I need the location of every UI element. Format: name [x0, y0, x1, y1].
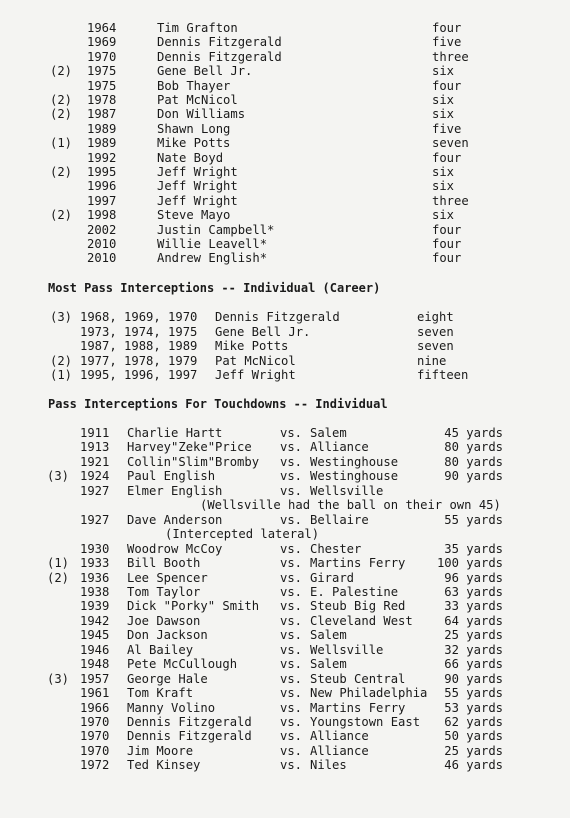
opponent: Bellaire [310, 512, 369, 527]
td-row [0, 571, 570, 586]
row-year: 1987 [87, 107, 117, 122]
opponent: Steub Central [310, 671, 406, 686]
row-year: 1927 [80, 512, 110, 527]
opponent: Westinghouse [310, 469, 399, 484]
vs-label: vs. [280, 657, 303, 672]
vs-label: vs. [280, 570, 303, 585]
row-year: 1921 [80, 454, 110, 469]
td-row [0, 744, 570, 759]
row-year: 1995 [87, 165, 117, 179]
season-row [0, 208, 570, 223]
return-yards: 90 yards [444, 671, 503, 686]
row-prefix: (2) [50, 107, 73, 122]
vs-label: vs. [280, 613, 303, 628]
opponent: Alliance [310, 729, 369, 744]
vs-label: vs. [280, 454, 303, 469]
interception-count: six [432, 107, 455, 122]
row-year: 1972 [80, 758, 110, 773]
season-row [0, 151, 570, 166]
career-section-header: Most Pass Interceptions -- Individual (Career) [48, 281, 381, 295]
player-name: Willie Leavell* [157, 237, 268, 251]
td-row [0, 758, 570, 773]
row-prefix: (1) [50, 368, 73, 382]
row-prefix: (2) [50, 353, 73, 368]
return-yards: 45 yards [444, 426, 503, 440]
season-row [0, 21, 570, 36]
season-row [0, 107, 570, 122]
vs-label: vs. [280, 599, 303, 614]
interception-count: six [432, 208, 455, 223]
interception-count: four [432, 251, 462, 266]
return-yards: 80 yards [444, 454, 503, 469]
vs-label: vs. [280, 556, 303, 571]
player-name: Jeff Wright [157, 193, 238, 208]
vs-label: vs. [280, 426, 303, 440]
player-name: Dennis Fitzgerald [127, 729, 252, 744]
return-yards: 96 yards [444, 570, 503, 585]
player-name: Ted Kinsey [127, 758, 201, 773]
row-year: 1970 [80, 743, 110, 758]
player-name: Nate Boyd [157, 150, 224, 165]
interception-count: nine [417, 353, 447, 368]
row-year: 2010 [87, 237, 117, 251]
vs-label: vs. [280, 686, 303, 701]
career-years: 1995, 1996, 1997 [80, 368, 198, 382]
season-row [0, 165, 570, 180]
row-prefix: (3) [47, 469, 70, 484]
vs-label: vs. [280, 469, 303, 484]
row-year: 1945 [80, 628, 110, 643]
career-years: 1977, 1978, 1979 [80, 353, 198, 368]
player-name: Justin Campbell* [157, 222, 275, 237]
vs-label: vs. [280, 642, 303, 657]
interception-count: eight [417, 310, 454, 324]
player-name: Elmer English [127, 483, 223, 498]
interception-count: five [432, 35, 462, 50]
return-yards: 32 yards [444, 642, 503, 657]
interception-count: four [432, 21, 462, 35]
season-row [0, 179, 570, 194]
season-row [0, 237, 570, 252]
player-name: Jeff Wright [157, 165, 238, 179]
td-row [0, 426, 570, 441]
return-yards: 63 yards [444, 584, 503, 599]
row-year: 1936 [80, 570, 110, 585]
player-name: Tim Grafton [157, 21, 238, 35]
row-year: 1998 [87, 208, 117, 223]
row-year: 1911 [80, 426, 110, 440]
row-year: 1939 [80, 599, 110, 614]
row-year: 1989 [87, 121, 117, 136]
row-year: 1969 [87, 35, 117, 50]
interception-count: seven [417, 339, 454, 353]
season-row [0, 50, 570, 65]
opponent: Cleveland West [310, 613, 413, 628]
player-name: Dennis Fitzgerald [127, 715, 252, 729]
career-row [0, 310, 570, 325]
career-years: 1973, 1974, 1975 [80, 324, 198, 339]
player-name: Collin"Slim"Bromby [127, 454, 260, 469]
interception-count: four [432, 237, 462, 251]
return-yards: 64 yards [444, 613, 503, 628]
player-name: Tom Kraft [127, 686, 194, 701]
interception-count: six [432, 93, 455, 107]
vs-label: vs. [280, 729, 303, 744]
player-name: Lee Spencer [127, 570, 208, 585]
season-row [0, 35, 570, 50]
td-row [0, 440, 570, 455]
row-prefix: (3) [47, 671, 70, 686]
return-yards: 25 yards [444, 743, 503, 758]
return-yards: 46 yards [444, 758, 503, 773]
row-year: 1924 [80, 469, 110, 484]
player-name: Jeff Wright [215, 368, 296, 382]
player-name: Bill Booth [127, 556, 201, 571]
player-name: Dennis Fitzgerald [215, 310, 340, 324]
td-row [0, 657, 570, 672]
interception-count: seven [417, 324, 454, 339]
opponent: Youngstown East [310, 715, 421, 729]
row-note: (Wellsville had the ball on their own 45) [200, 498, 501, 513]
career-years: 1987, 1988, 1989 [80, 339, 198, 353]
return-yards: 35 yards [444, 541, 503, 556]
interception-count: six [432, 179, 455, 194]
row-prefix: (2) [50, 208, 73, 223]
vs-label: vs. [280, 700, 303, 715]
row-prefix: (2) [50, 165, 73, 179]
td-row [0, 455, 570, 470]
opponent: Salem [310, 657, 347, 672]
td-row [0, 701, 570, 716]
return-yards: 66 yards [444, 657, 503, 672]
opponent: Westinghouse [310, 454, 399, 469]
row-year: 1970 [80, 729, 110, 744]
interception-count: fifteen [417, 368, 469, 382]
vs-label: vs. [280, 512, 303, 527]
player-name: Dave Anderson [127, 512, 223, 527]
player-name: Paul English [127, 469, 216, 484]
td-row [0, 686, 570, 701]
player-name: Dick "Porky" Smith [127, 599, 260, 614]
td-row [0, 628, 570, 643]
interception-count: six [432, 165, 455, 179]
player-name: Charlie Hartt [127, 426, 223, 440]
player-name: Gene Bell Jr. [157, 64, 253, 79]
season-row [0, 79, 570, 94]
opponent: Girard [310, 570, 355, 585]
opponent: Alliance [310, 440, 369, 455]
td-row [0, 556, 570, 571]
row-year: 1975 [87, 78, 117, 93]
td-row [0, 643, 570, 658]
season-row [0, 251, 570, 266]
vs-label: vs. [280, 743, 303, 758]
row-year: 2002 [87, 222, 117, 237]
return-yards: 53 yards [444, 700, 503, 715]
season-row [0, 64, 570, 79]
player-name: Mike Potts [215, 339, 289, 353]
opponent: Chester [310, 541, 362, 556]
row-year: 1996 [87, 179, 117, 194]
row-prefix: (2) [50, 93, 73, 107]
interception-count: three [432, 193, 469, 208]
return-yards: 55 yards [444, 686, 503, 701]
player-name: Gene Bell Jr. [215, 324, 311, 339]
player-name: Bob Thayer [157, 78, 231, 93]
td-row [0, 715, 570, 730]
season-row [0, 122, 570, 137]
career-row [0, 325, 570, 340]
season-row [0, 223, 570, 238]
vs-label: vs. [280, 671, 303, 686]
vs-label: vs. [280, 758, 303, 773]
row-prefix: (2) [47, 570, 70, 585]
season-row [0, 136, 570, 151]
row-prefix: (1) [47, 556, 70, 571]
return-yards: 55 yards [444, 512, 503, 527]
td-row [0, 542, 570, 557]
row-note: (Intercepted lateral) [165, 527, 320, 542]
row-year: 1938 [80, 584, 110, 599]
vs-label: vs. [280, 584, 303, 599]
interception-count: four [432, 222, 462, 237]
opponent: E. Palestine [310, 584, 399, 599]
row-year: 1978 [87, 93, 117, 107]
return-yards: 33 yards [444, 599, 503, 614]
row-year: 1989 [87, 136, 117, 151]
player-name: Joe Dawson [127, 613, 201, 628]
row-prefix: (1) [50, 136, 73, 151]
player-name: Pat McNicol [215, 353, 296, 368]
return-yards: 80 yards [444, 440, 503, 455]
row-year: 1946 [80, 642, 110, 657]
opponent: New Philadelphia [310, 686, 428, 701]
player-name: Dennis Fitzgerald [157, 35, 282, 50]
player-name: Woodrow McCoy [127, 541, 223, 556]
career-row [0, 354, 570, 369]
opponent: Wellsville [310, 483, 384, 498]
row-prefix: (2) [50, 64, 73, 79]
player-name: Shawn Long [157, 121, 231, 136]
row-year: 1997 [87, 193, 117, 208]
player-name: Dennis Fitzgerald [157, 49, 282, 64]
interception-count: four [432, 78, 462, 93]
player-name: Tom Taylor [127, 584, 201, 599]
row-year: 1970 [87, 49, 117, 64]
career-years: 1968, 1969, 1970 [80, 310, 198, 324]
season-row [0, 93, 570, 108]
return-yards: 90 yards [444, 469, 503, 484]
career-row [0, 368, 570, 383]
vs-label: vs. [280, 483, 303, 498]
player-name: Don Jackson [127, 628, 208, 643]
row-year: 1957 [80, 671, 110, 686]
row-year: 1961 [80, 686, 110, 701]
player-name: Manny Volino [127, 700, 216, 715]
return-yards: 100 yards [436, 556, 503, 571]
player-name: Don Williams [157, 107, 246, 122]
season-row [0, 194, 570, 209]
opponent: Salem [310, 628, 347, 643]
opponent: Steub Big Red [310, 599, 406, 614]
td-row [0, 672, 570, 687]
row-year: 1933 [80, 556, 110, 571]
career-row [0, 339, 570, 354]
player-name: Andrew English* [157, 251, 268, 266]
vs-label: vs. [280, 628, 303, 643]
row-year: 1964 [87, 21, 117, 35]
opponent: Martins Ferry [310, 556, 406, 571]
interception-count: three [432, 49, 469, 64]
td-row [0, 729, 570, 744]
return-yards: 25 yards [444, 628, 503, 643]
vs-label: vs. [280, 715, 303, 729]
row-year: 2010 [87, 251, 117, 266]
player-name: Pat McNicol [157, 93, 238, 107]
vs-label: vs. [280, 440, 303, 455]
player-name: Harvey"Zeke"Price [127, 440, 252, 455]
td-row [0, 614, 570, 629]
row-year: 1966 [80, 700, 110, 715]
return-yards: 62 yards [444, 715, 503, 729]
td-section-header: Pass Interceptions For Touchdowns -- Individual [48, 397, 388, 411]
player-name: Mike Potts [157, 136, 231, 151]
row-year: 1927 [80, 483, 110, 498]
opponent: Martins Ferry [310, 700, 406, 715]
td-row [0, 484, 570, 499]
return-yards: 50 yards [444, 729, 503, 744]
interception-count: six [432, 64, 455, 79]
vs-label: vs. [280, 541, 303, 556]
row-year: 1975 [87, 64, 117, 79]
row-year: 1942 [80, 613, 110, 628]
td-row [0, 599, 570, 614]
td-row [0, 513, 570, 528]
row-year: 1948 [80, 657, 110, 672]
player-name: George Hale [127, 671, 208, 686]
opponent: Wellsville [310, 642, 384, 657]
td-row [0, 469, 570, 484]
interception-count: five [432, 121, 462, 136]
player-name: Jeff Wright [157, 179, 238, 194]
player-name: Steve Mayo [157, 208, 231, 223]
td-row [0, 585, 570, 600]
player-name: Pete McCullough [127, 657, 238, 672]
row-year: 1992 [87, 150, 117, 165]
player-name: Al Bailey [127, 642, 194, 657]
row-prefix: (3) [50, 310, 73, 324]
opponent: Salem [310, 426, 347, 440]
player-name: Jim Moore [127, 743, 194, 758]
row-year: 1913 [80, 440, 110, 455]
interception-count: four [432, 150, 462, 165]
opponent: Alliance [310, 743, 369, 758]
interception-count: seven [432, 136, 469, 151]
row-year: 1970 [80, 715, 110, 729]
opponent: Niles [310, 758, 347, 773]
row-year: 1930 [80, 541, 110, 556]
